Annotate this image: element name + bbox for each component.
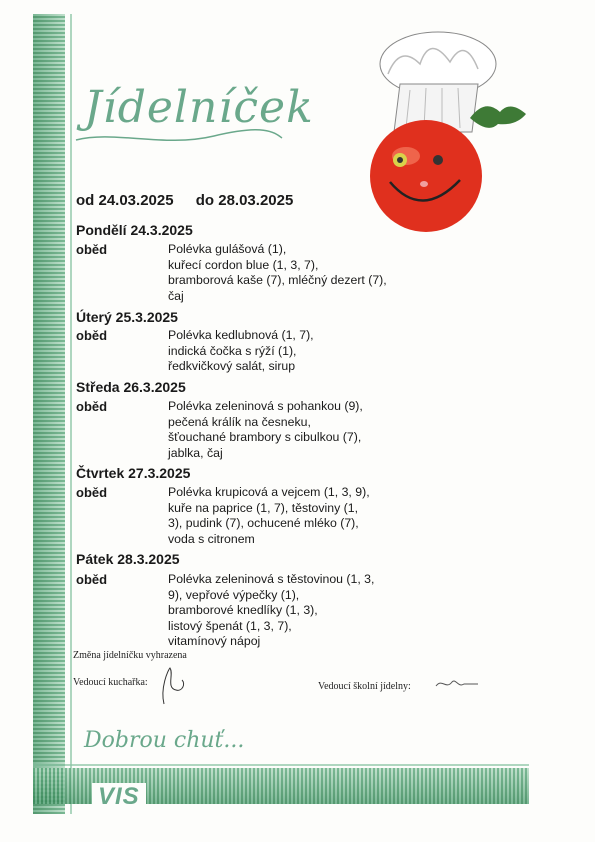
day-heading-wednesday: Středa 26.3.2025 xyxy=(76,379,186,395)
meal-items-monday: Polévka gulášová (1), kuřecí cordon blue (1, 3, 7), bramborová kaše (7), mléčný dezert (7), čaj xyxy=(168,242,387,303)
cook-signature-label: Vedoucí kuchařka: xyxy=(73,677,148,688)
chef-tomato-icon xyxy=(360,24,540,244)
day-heading-thursday: Čtvrtek 27.3.2025 xyxy=(76,465,191,481)
vis-logo xyxy=(92,783,146,811)
meal-label: oběd xyxy=(76,399,108,414)
meal-items-thursday: Polévka krupicová a vejcem (1, 3, 9), kuře na paprice (1, 7), těstoviny (1, 3), pudink (7), ochucené mléko (7), voda s citronem xyxy=(168,485,370,546)
cook-signature xyxy=(156,664,196,706)
meal-items-friday: Polévka zeleninová s těstovinou (1, 3, 9), vepřové výpečky (1), bramborové knedlíky (1, 3), listový špenát (1, 3, 7), vitamínový nápoj xyxy=(168,572,375,648)
day-heading-tuesday: Úterý 25.3.2025 xyxy=(76,309,178,325)
head-signature-label: Vedoucí školní jídelny: xyxy=(318,681,411,692)
meal-label: oběd xyxy=(76,485,108,500)
period-to: do 28.03.2025 xyxy=(195,192,294,209)
decorative-left-border xyxy=(33,14,65,814)
meal-items-tuesday: Polévka kedlubnová (1, 7), indická čočka s rýží (1), ředkvičkový salát, sirup xyxy=(168,328,314,373)
meal-label: oběd xyxy=(76,242,108,257)
bottom-border-line xyxy=(33,764,529,766)
day-heading-monday: Pondělí 24.3.2025 xyxy=(76,222,193,238)
meal-items-wednesday: Polévka zeleninová s pohankou (9), pečená králík na česneku, šťouchané brambory s cibulkou (7), jablka, čaj xyxy=(168,399,363,460)
bon-appetit-text: Dobrou chuť... xyxy=(84,728,245,753)
menu-change-note: Změna jídelníčku vyhrazena xyxy=(73,650,187,661)
day-heading-friday: Pátek 28.3.2025 xyxy=(76,551,180,567)
title-swash-decoration xyxy=(74,128,284,146)
menu-title: Jídelníček xyxy=(84,82,314,133)
meal-label: oběd xyxy=(76,328,108,343)
head-signature xyxy=(434,676,480,692)
meal-label: oběd xyxy=(76,572,108,587)
period-from: od 24.03.2025 xyxy=(76,192,174,209)
menu-period xyxy=(76,192,311,209)
vis-logo-text: VIS xyxy=(98,783,140,810)
left-border-line xyxy=(70,14,72,814)
